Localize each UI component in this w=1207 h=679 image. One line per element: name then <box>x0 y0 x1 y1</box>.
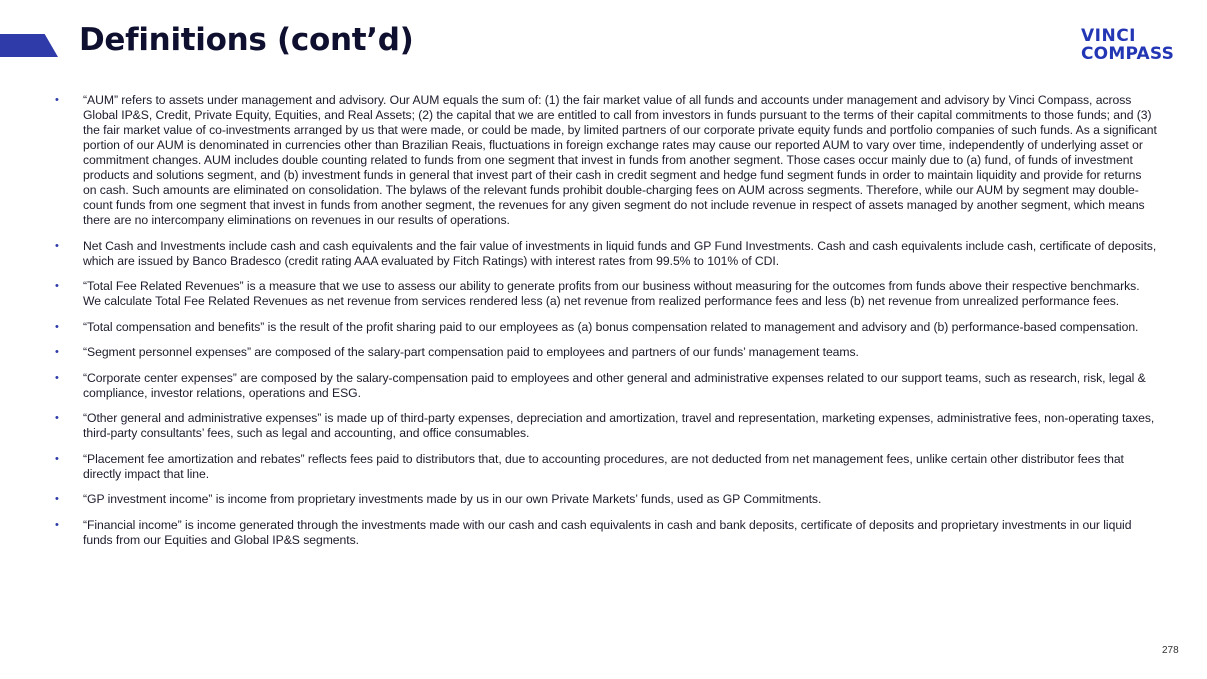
definition-text: “GP investment income” is income from proprietary investments made by us in our own Private Markets’ funds, used as GP Commitments. <box>83 492 822 506</box>
bullet-icon: • <box>55 239 59 252</box>
definition-text: Net Cash and Investments include cash and cash equivalents and the fair value of investments in liquid funds and GP Fund Investments. Cash and cash equivalents include cash, certificate of deposits, which are issued by Banco Bradesco (credit rating AAA evaluated by Fitch Ratings) with interest rates from 99.5% to 101% of CDI. <box>83 238 1157 268</box>
definition-net-cash <box>52 239 1157 269</box>
definition-other-ga <box>52 411 1157 441</box>
bullet-icon: • <box>55 412 59 424</box>
bullet-icon: • <box>55 493 59 505</box>
vinci-compass-logo <box>1081 27 1187 63</box>
definitions-list <box>52 93 1157 548</box>
definition-text: “Segment personnel expenses” are composed of the salary-part compensation paid to employees and partners of our funds’ management teams. <box>83 345 859 359</box>
definition-text: “Other general and administrative expenses” is made up of third-party expenses, depreciation and amortization, travel and representation, marketing expenses, administrative fees, non-operating taxes, third-party consultants’ fees, such as legal and accounting, and office consumables. <box>83 411 1155 440</box>
definition-text: “Placement fee amortization and rebates” reflects fees paid to distributors that, due to accounting procedures, are not deducted from net management fees, unlike certain other distributor fees that directly impact that line. <box>83 451 1124 481</box>
definition-corporate-center <box>52 371 1157 401</box>
definition-aum <box>52 93 1157 228</box>
definition-text: “Total Fee Related Revenues” is a measure that we use to assess our ability to generate profits from our business without measuring for the outcomes from funds above their respective benchmarks. We calculate Total Fee Related Revenues as net revenue from services rendered less (a) net revenue from realized performance fees and less (b) net revenue from unrealized performance fees. <box>83 279 1140 308</box>
bullet-icon: • <box>55 346 59 358</box>
bullet-icon: • <box>55 320 59 333</box>
definition-segment-personnel <box>52 345 1157 360</box>
definition-text: “Total compensation and benefits” is the result of the profit sharing paid to our employees as (a) bonus compensation related to management and advisory and (b) performance-based compensation. <box>83 319 1139 334</box>
definition-gp-investment-income <box>52 492 1157 507</box>
definition-placement-fee <box>52 452 1157 482</box>
bullet-icon: • <box>55 94 59 106</box>
definition-total-fee-related-revenues <box>52 279 1157 309</box>
bullet-icon: • <box>55 280 59 292</box>
definitions-section <box>52 93 1157 558</box>
bullet-icon: • <box>55 518 59 531</box>
page-title: Definitions (cont’d) <box>79 22 414 58</box>
definition-text: “Financial income” is income generated through the investments made with our cash and cash equivalents in cash and bank deposits, certificate of deposits and proprietary investments in our liquid funds from our Equities and Global IP&S segments. <box>83 517 1132 547</box>
logo-line-2: COMPASS <box>1081 44 1175 64</box>
page-number: 278 <box>1162 645 1179 656</box>
bullet-icon: • <box>55 371 59 384</box>
definition-text: “Corporate center expenses” are composed by the salary-compensation paid to employees and other general and administrative expenses related to our support teams, such as research, risk, legal & compliance, investor relations, operations and ESG. <box>83 370 1146 400</box>
bullet-icon: • <box>55 452 59 465</box>
definition-text: “AUM” refers to assets under management and advisory. Our AUM equals the sum of: (1) the fair market value of all funds and accounts under management and advisory by Vinci Compass, across Global IP&S, Credit, Private Equity, Equities, and Real Assets; (2) the capital that we are entitled to call from investors in funds pursuant to the terms of their capital commitments to those funds; and (3) the fair market value of co-investments arranged by us that were made, or could be made, by limited partners of our corporate private equity funds and portfolio companies of such funds. As a significant portion of our AUM is denominated in currencies other than Brazilian Reais, fluctuations in foreign exchange rates may cause our reported AUM to vary over time, independently of underlying asset or commitment changes. AUM includes double counting related to funds from one segment that invest in funds from another segment. Those cases occur mainly due to (a) fund, of funds of investment products and solutions segment, and (b) investment funds in general that invest part of their cash in credit segment and hedge fund segment funds in order to maintain liquidity and provide for returns on cash. Such amounts are eliminated on consolidation. The bylaws of the relevant funds prohibit double-charging fees on AUM across segments. Therefore, while our AUM by segment may double-count funds from one segment that invest in funds from another segment, the revenues for any given segment do not include revenue in respect of assets managed by another segment, which means there are no intercompany eliminations on revenues in our results of operations. <box>83 93 1157 227</box>
definition-financial-income <box>52 518 1157 548</box>
logo-line-1: VINCI <box>1081 26 1137 46</box>
definition-total-compensation <box>52 320 1157 335</box>
title-accent-bar <box>0 34 58 57</box>
